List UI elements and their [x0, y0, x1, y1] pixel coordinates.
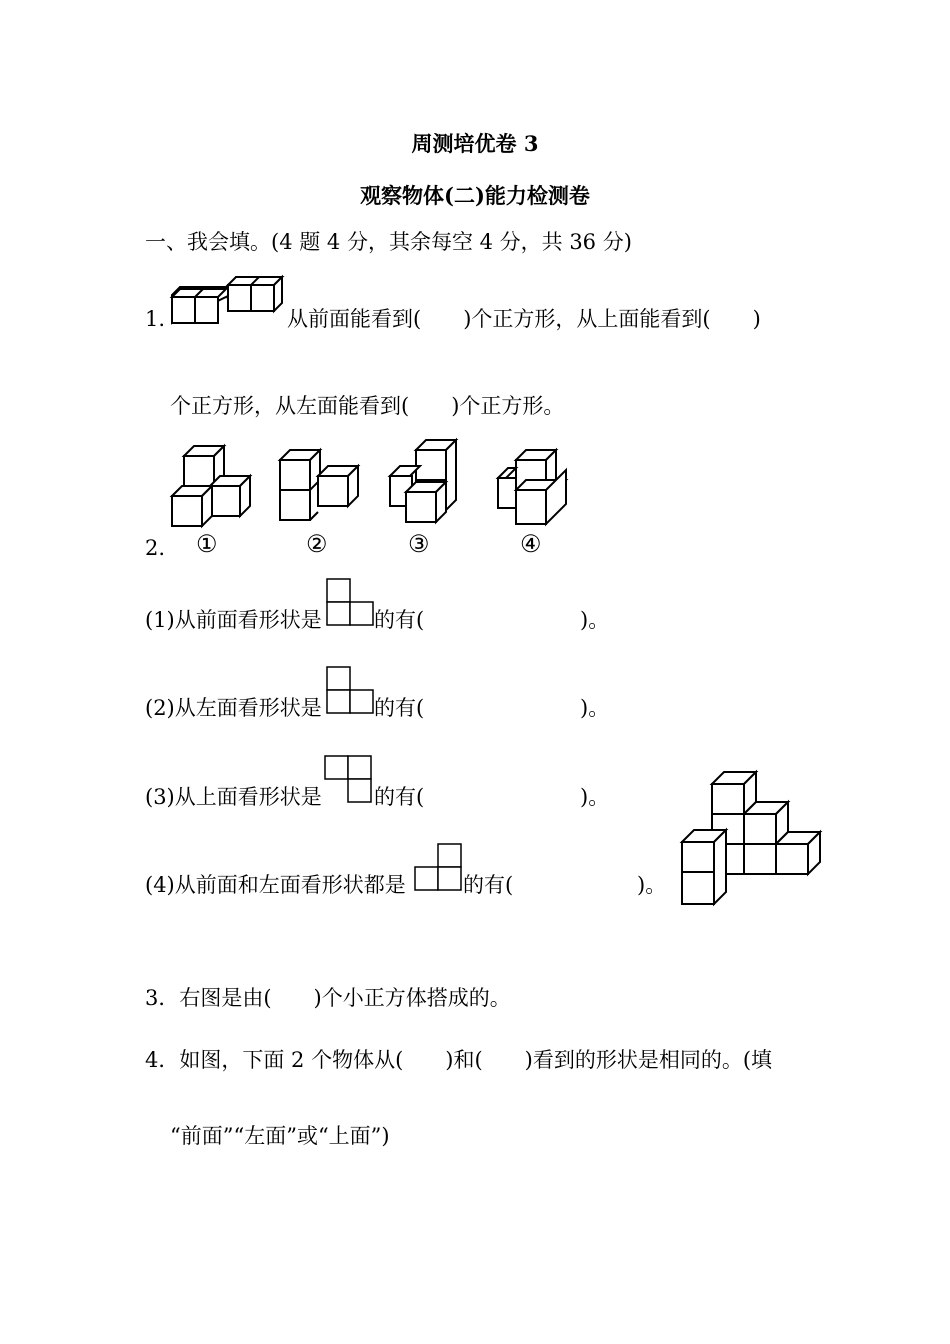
q2-sub1-prefix: (1)从前面看形状是	[145, 608, 322, 632]
q4-line1: 4．如图，下面 2 个物体从( )和( )看到的形状是相同的。(填	[145, 1048, 773, 1072]
q2-sub2-shape	[326, 666, 376, 716]
q2-sub1-shape	[326, 578, 376, 628]
q2-label-2: ②	[306, 530, 328, 558]
q2-sub4-shape	[414, 843, 464, 893]
q2-sub2-suffix: 的有(	[374, 696, 425, 720]
q3-figure	[680, 764, 825, 909]
q2-sub4-suffix: 的有(	[463, 873, 514, 897]
q2-figure-2	[278, 440, 368, 535]
q2-sub3-suffix: 的有(	[374, 785, 425, 809]
q1-number: 1.	[145, 307, 166, 331]
page-title: 周测培优卷 3	[411, 131, 539, 156]
q2-sub2-prefix: (2)从左面看形状是	[145, 696, 322, 720]
q2-number: 2.	[145, 536, 166, 560]
q2-figure-1	[170, 440, 260, 535]
q2-figure-3	[388, 436, 478, 531]
q2-sub1-end: )。	[580, 608, 610, 632]
q2-sub2-end: )。	[580, 696, 610, 720]
q2-sub3-prefix: (3)从上面看形状是	[145, 785, 322, 809]
q1-line2: 个正方形，从左面能看到( )个正方形。	[170, 394, 565, 418]
section-heading: 一、我会填。(4 题 4 分，其余每空 4 分，共 36 分)	[145, 230, 632, 254]
q1-line1: 从前面能看到( )个正方形，从上面能看到( )	[287, 307, 761, 331]
q2-figure-4	[496, 446, 586, 541]
q2-label-1: ①	[196, 530, 218, 558]
q2-label-4: ④	[520, 530, 542, 558]
q2-sub4-end: )。	[637, 873, 667, 897]
q2-sub1-suffix: 的有(	[374, 608, 425, 632]
q2-sub3-end: )。	[580, 785, 610, 809]
q2-sub3-shape	[324, 755, 374, 805]
q2-sub4-prefix: (4)从前面和左面看形状都是	[145, 873, 406, 897]
q2-label-3: ③	[408, 530, 430, 558]
q3-text: 3．右图是由( )个小正方体搭成的。	[145, 986, 511, 1010]
q1-figure	[170, 275, 285, 325]
q4-line2: “前面”“左面”或“上面”)	[170, 1124, 390, 1148]
page-subtitle: 观察物体(二)能力检测卷	[360, 183, 590, 208]
